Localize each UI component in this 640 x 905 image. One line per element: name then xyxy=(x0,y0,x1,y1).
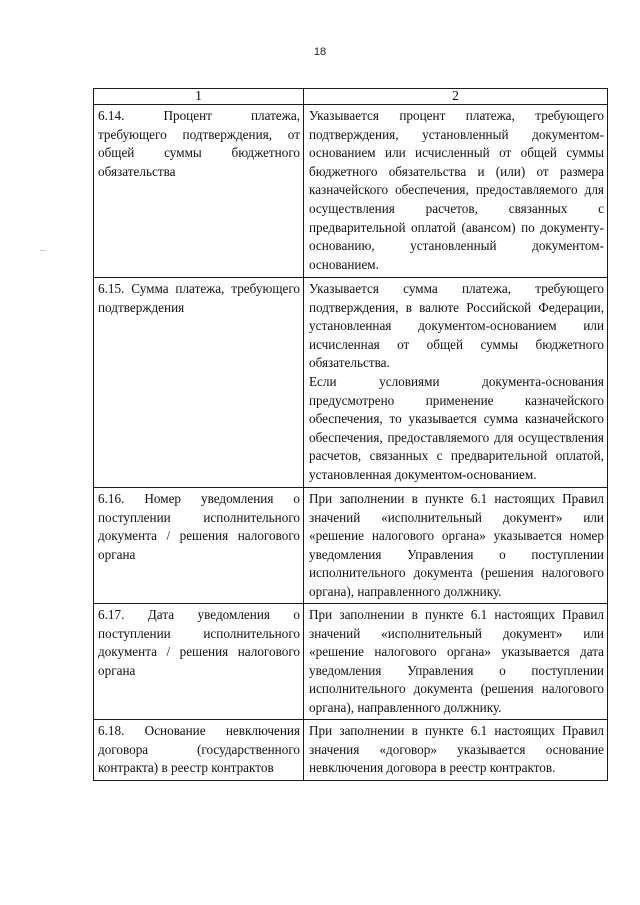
description-cell xyxy=(304,105,608,278)
field-name-cell: 6.15. Сумма платежа, требующего подтверждения xyxy=(94,278,304,488)
column-header-2: 2 xyxy=(304,89,608,105)
table-row xyxy=(94,105,608,278)
table-row xyxy=(94,604,608,720)
margin-mark xyxy=(40,250,46,251)
field-name-cell: 6.17. Дата уведомления о поступлении исполнительного документа / решения налогового органа xyxy=(94,604,304,720)
table-header-row xyxy=(94,89,608,105)
description-paragraph: При заполнении в пункте 6.1 настоящих Правил значения «договор» указывается основание невключения договора в реестр контрактов. xyxy=(309,723,604,776)
field-name-cell: 6.14. Процент платежа, требующего подтверждения, от общей суммы бюджетного обязательства xyxy=(94,105,304,278)
description-paragraph: Указывается сумма платежа, требующего подтверждения, в валюте Российской Федерации, установленная документом-основанием или исчисленная от общей суммы бюджетного обязательства. xyxy=(309,281,604,371)
field-name-cell: 6.16. Номер уведомления о поступлении исполнительного документа / решения налогового органа xyxy=(94,488,304,604)
description-paragraph: При заполнении в пункте 6.1 настоящих Правил значений «исполнительный документ» или «решение налогового органа» указывается дата уведомления Управления о поступлении исполнительного документа (решения налогового органа), направленного должнику. xyxy=(309,607,604,715)
description-paragraph: При заполнении в пункте 6.1 настоящих Правил значений «исполнительный документ» или «решение налогового органа» указывается номер уведомления Управления о поступлении исполнительного документа (решения налогового органа), направленного должнику. xyxy=(309,491,604,599)
column-header-1: 1 xyxy=(94,89,304,105)
description-paragraph: Указывается процент платежа, требующего подтверждения, установленный документом-основанием или исчисленный от общей суммы бюджетного обязательства и (или) от размера казначейского обеспечения, предоставляемого для осуществления расчетов, связанных с предварительной оплатой (авансом) по документу-основанию, установленный документом-основанием. xyxy=(309,108,604,272)
table-row xyxy=(94,278,608,488)
description-cell xyxy=(304,278,608,488)
page-number: 18 xyxy=(313,46,327,58)
table-row xyxy=(94,720,608,781)
regulation-table xyxy=(93,88,608,781)
description-paragraph: Если условиями документа-основания предусмотрено применение казначейского обеспечения, то указывается сумма казначейского обеспечения, предоставляемого для осуществления расчетов, связанных с предварительной оплатой, установленная документом-основанием. xyxy=(309,373,604,482)
description-cell xyxy=(304,604,608,720)
table-row xyxy=(94,488,608,604)
description-cell xyxy=(304,488,608,604)
description-cell xyxy=(304,720,608,781)
field-name-cell: 6.18. Основание невключения договора (государственного контракта) в реестр контрактов xyxy=(94,720,304,781)
